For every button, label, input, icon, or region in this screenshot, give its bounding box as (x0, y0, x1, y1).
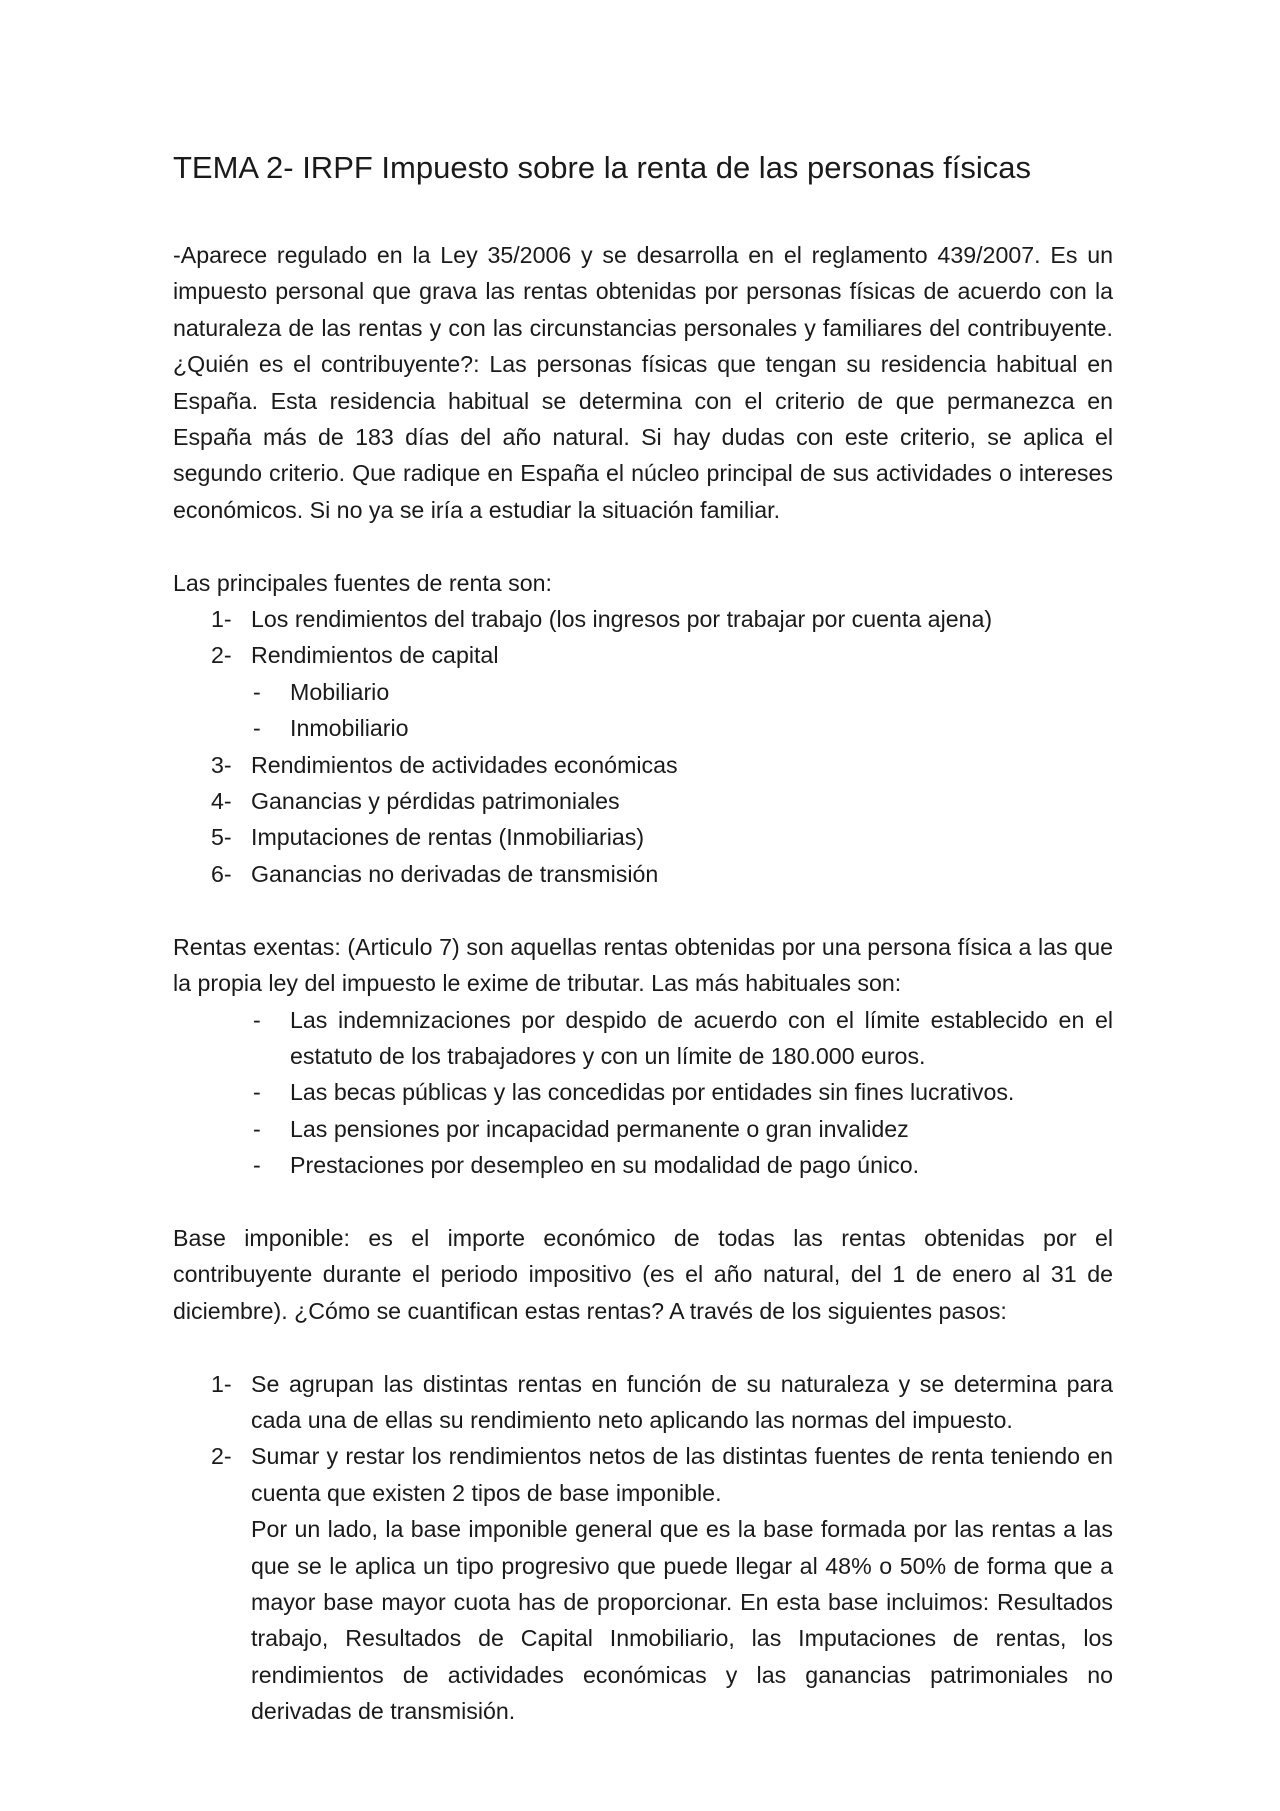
spacer (173, 528, 1113, 564)
fuentes-heading: Las principales fuentes de renta son: (173, 569, 552, 596)
list-item (173, 856, 1113, 892)
list-item-extra-text: Por un lado, la base imponible general que es la base formada por las rentas a las que se le aplica un tipo progresivo que puede llegar al 48% o 50% de forma que a mayor base mayor cuota has de proporcionar. En esta base incluimos: Resultados trabajo, Resultados de Capital Inmobiliario, las Imputaciones de rentas, los rendimientos de actividades económicas y las ganancias patrimoniales no derivadas de transmisión. (251, 1516, 1113, 1725)
fuentes-list (173, 601, 1113, 674)
list-item-text: Prestaciones por desempleo en su modalidad de pago único. (290, 1152, 920, 1179)
intro-paragraph: -Aparece regulado en la Ley 35/2006 y se desarrolla en el reglamento 439/2007. Es un impuesto personal que grava las rentas obtenidas por personas físicas de acuerdo con la naturaleza de las rentas y con las circunstancias personales y familiares del contribuyente. ¿Quién es el contribuyente?: Las personas físicas que tengan su residencia habitual en España. Esta residencia habitual se determina con el criterio de que permanezca en España más de 183 días del año natural. Si hay dudas con este criterio, se aplica el segundo criterio. Que radique en España el núcleo principal de sus actividades o intereses económicos. Si no ya se iría a estudiar la situación familiar. (173, 242, 1113, 523)
list-item (173, 1366, 1113, 1439)
list-item-text: Sumar y restar los rendimientos netos de las distintas fuentes de renta teniendo en cuenta que existen 2 tipos de base imponible. (251, 1443, 1113, 1506)
spacer (173, 1184, 1113, 1220)
base-steps-list (173, 1366, 1113, 1730)
list-item-text: Mobiliario (290, 678, 390, 705)
list-marker: 2- (211, 642, 232, 669)
fuentes-list-continued (173, 747, 1113, 893)
list-item-text: Imputaciones de rentas (Inmobiliarias) (251, 824, 645, 851)
base-paragraph: Base imponible: es el importe económico de todas las rentas obtenidas por el contribuyente durante el periodo impositivo (es el año natural, del 1 de enero al 31 de diciembre). ¿Cómo se cuantifican estas rentas? A través de los siguientes pasos: (173, 1224, 1113, 1324)
list-item-text: Rendimientos de actividades económicas (251, 751, 678, 778)
list-marker: 6- (211, 860, 232, 887)
list-marker: 1- (211, 1370, 232, 1397)
list-item (173, 1438, 1113, 1729)
spacer (173, 892, 1113, 928)
list-item-text: Inmobiliario (290, 715, 409, 742)
list-item (173, 1002, 1113, 1075)
list-item-text: Los rendimientos del trabajo (los ingresos por trabajar por cuenta ajena) (251, 606, 993, 633)
list-marker: - (253, 1152, 261, 1179)
document-page (173, 148, 1113, 1730)
exentas-list (173, 1002, 1113, 1184)
list-item-text: Rendimientos de capital (251, 642, 499, 669)
list-item-text: Las indemnizaciones por despido de acuerdo con el límite establecido en el estatuto de los trabajadores y con un límite de 180.000 euros. (290, 1006, 1113, 1069)
list-marker: 4- (211, 788, 232, 815)
list-marker: - (253, 1115, 261, 1142)
list-item-text: Las pensiones por incapacidad permanente o gran invalidez (290, 1115, 909, 1142)
list-item (173, 1111, 1113, 1147)
list-item (173, 601, 1113, 637)
list-marker: - (253, 1079, 261, 1106)
list-marker: 5- (211, 824, 232, 851)
list-item (173, 1074, 1113, 1110)
list-item-text: Las becas públicas y las concedidas por entidades sin fines lucrativos. (290, 1079, 1015, 1106)
list-marker: 2- (211, 1443, 232, 1470)
list-marker: - (253, 715, 261, 742)
list-item (173, 747, 1113, 783)
list-marker: - (253, 678, 261, 705)
page-title: TEMA 2- IRPF Impuesto sobre la renta de las personas físicas (173, 150, 1032, 185)
list-item (173, 1147, 1113, 1183)
list-item (173, 819, 1113, 855)
list-item (173, 674, 1113, 710)
list-marker: 3- (211, 751, 232, 778)
exentas-paragraph: Rentas exentas: (Articulo 7) son aquellas rentas obtenidas por una persona física a las que la propia ley del impuesto le exime de tributar. Las más habituales son: (173, 933, 1113, 997)
list-marker: 1- (211, 606, 232, 633)
list-item-text: Ganancias y pérdidas patrimoniales (251, 788, 620, 815)
capital-sub-list (173, 674, 1113, 747)
list-marker: - (253, 1006, 261, 1033)
list-item (173, 710, 1113, 746)
list-item (173, 783, 1113, 819)
list-item (173, 637, 1113, 673)
spacer (173, 1329, 1113, 1365)
list-item-text: Se agrupan las distintas rentas en función de su naturaleza y se determina para cada una de ellas su rendimiento neto aplicando las normas del impuesto. (251, 1370, 1113, 1433)
list-item-text: Ganancias no derivadas de transmisión (251, 860, 659, 887)
